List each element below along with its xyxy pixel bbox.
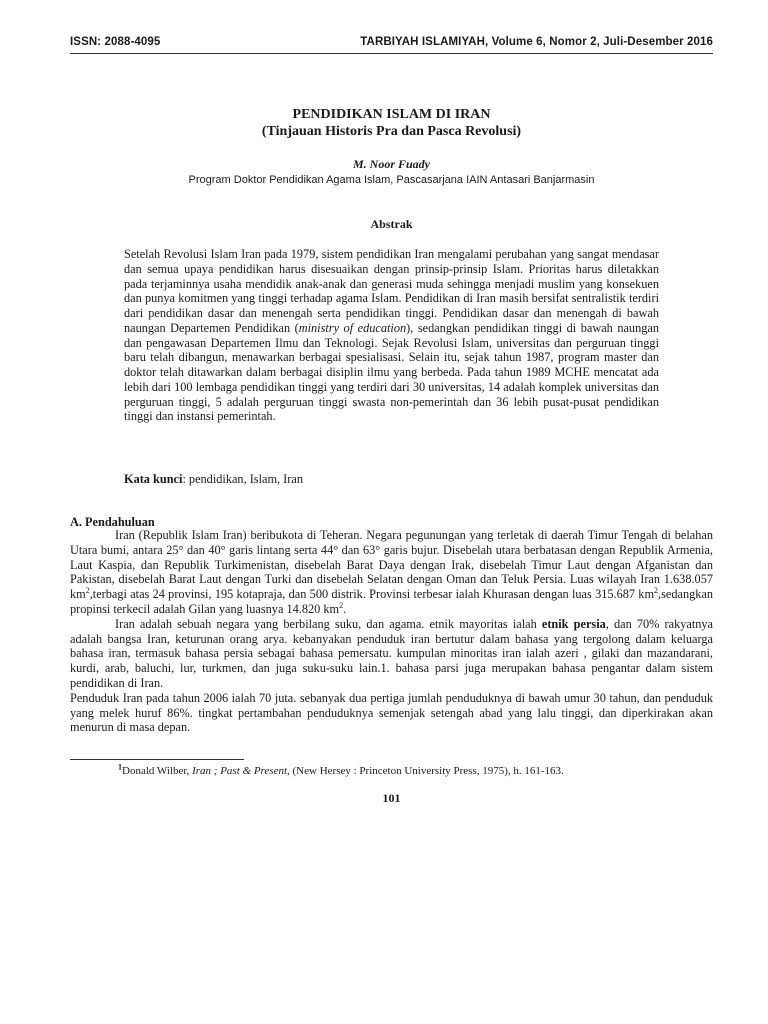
keywords-label: Kata kunci bbox=[124, 472, 183, 486]
abstract-italic: ministry of education bbox=[298, 320, 407, 335]
p2-text-a: Iran adalah sebuah negara yang berbilang suku, dan agama. etnik mayoritas ialah bbox=[115, 616, 542, 631]
footnote-number: 1 bbox=[118, 762, 122, 772]
p1-sup-2: 2 bbox=[654, 586, 659, 596]
p1-sup-3: 2 bbox=[339, 600, 344, 610]
footnote-rule bbox=[70, 759, 244, 760]
page-number: 101 bbox=[382, 791, 401, 805]
p1-text-b: ,terbagi atas 24 provinsi, 195 kotapraja, dan 500 distrik. Provinsi terbesar ialah Khurasan dengan luas 315.687 km bbox=[89, 587, 655, 602]
article-title: PENDIDIKAN ISLAM DI IRAN bbox=[292, 107, 491, 122]
abstract-heading: Abstrak bbox=[370, 217, 413, 231]
paragraph-2 bbox=[70, 617, 713, 691]
abstract-text bbox=[124, 247, 659, 424]
paragraph-3: Penduduk Iran pada tahun 2006 ialah 70 juta. sebanyak dua pertiga jumlah penduduknya di bawah umur 30 tahun, dan penduduk yang melek huruf 86%. tingkat pertambahan penduduknya semenjak setengah abad yang lalu tinggi, dan diperkirakan akan menurun di masa depan. bbox=[70, 690, 713, 735]
p1-text-a: Iran (Republik Islam Iran) beribukota di Teheran. Negara pegunungan yang terletak di daerah Timur Tengah di belahan Utara bumi, antara 25° dan 40° garis lintang serta 44° dan 63° garis bujur. Disebelah utara berbatasan dengan Republik Armenia, Laut Kaspia, dan Republik Turkimenistan, disebelah Barat Daya dengan Irak, disebelah Timur Laut dengan Afganistan dan Pakistan, disebelah Barat Laut dengan Turki dan disebelah Selatan dengan Oman dan Teluk Persia. Luas wilayah Iran 1.638.057 km bbox=[70, 528, 713, 602]
article-subtitle: (Tinjauan Historis Pra dan Pasca Revolusi) bbox=[261, 124, 522, 139]
running-header bbox=[70, 36, 713, 48]
p2-text-b: , dan 70% rakyatnya adalah bangsa Iran, keturunan orang arya. kebanyakan penduduk iran bertutur dalam bahasa yang tergolong dalam keluarga bahasa iran, termasuk bahasa persia sebagai bahasa pemersatu. kumpulan minoritas iran ialah azeri , gilaki dan mazandarani, kurdi, arab, baluchi, lur, turkmen, dan juga suku-suku lain.1. bahasa parsi juga merupakan bahasa pengantar dalam sistem pendidikan di Iran. bbox=[70, 616, 713, 690]
p2-bold: etnik persia bbox=[541, 616, 606, 631]
footnote-author: Donald Wilber, bbox=[122, 765, 193, 777]
p1-sup-1: 2 bbox=[85, 586, 90, 596]
issn-label: ISSN: 2088-4095 bbox=[70, 36, 161, 48]
footnote-title: Iran ; Past & Present bbox=[192, 765, 288, 777]
p1-text-d: . bbox=[343, 601, 347, 616]
journal-info: TARBIYAH ISLAMIYAH, Volume 6, Nomor 2, Juli-Desember 2016 bbox=[360, 36, 713, 48]
author-affiliation: Program Doktor Pendidikan Agama Islam, Pascasarjana IAIN Antasari Banjarmasin bbox=[188, 174, 595, 186]
author-name: M. Noor Fuady bbox=[352, 157, 430, 171]
paragraph-1 bbox=[70, 528, 713, 617]
header-rule bbox=[70, 53, 713, 54]
footnote-rest: , (New Hersey : Princeton University Press, 1975), h. 161-163. bbox=[287, 765, 564, 777]
keywords-value: : pendidikan, Islam, Iran bbox=[182, 472, 303, 486]
p1-text-c: ,sedangkan propinsi terkecil adalah Gilan yang luasnya 14.820 km bbox=[70, 587, 713, 616]
section-heading: A. Pendahuluan bbox=[70, 515, 155, 529]
keywords bbox=[124, 472, 659, 487]
abstract-part1: Setelah Revolusi Islam Iran pada 1979, sistem pendidikan Iran mengalami perubahan yang sangat mendasar dan semua upaya pendidikan harus disesuaikan dengan prinsip-prinsip Islam. Prioritas harus diletakkan pada terjaminnya usaha mendidik anak-anak dan generasi muda sehingga menjadi muslim yang konsekuen dan punya komitmen yang tinggi terhadap agama Islam. Pendidikan di Iran masih bersifat sentralistik terdiri dari pendidikan dasar dan menengah serta pendidikan tinggi. Pendidikan dasar dan menengah di bawah naungan Departemen Pendidikan ( bbox=[124, 247, 659, 335]
abstract-part2: ), sedangkan pendidikan tinggi di bawah naungan dan pengawasan Departemen Ilmu dan Teknologi. Sejak Revolusi Islam, universitas dan perguruan tinggi baru telah dibangun, menawarkan berbagai spesialisasi. Selain itu, sejak tahun 1987, program master dan doktor telah ditawarkan dalam berbagai disiplin ilmu yang berbeda. Pada tahun 1989 MCHE mencatat ada lebih dari 100 lembaga pendidikan tinggi yang terdiri dari 30 universitas, 14 adalah komplek universitas dan perguruan tinggi, 5 adalah perguruan tinggi swasta non-pemerintah dan 36 lebih pusat-pusat pendidikan tinggi dan instansi pemerintah. bbox=[124, 320, 659, 424]
title-block bbox=[70, 106, 713, 232]
footnote bbox=[118, 764, 718, 778]
body-text bbox=[70, 528, 713, 735]
